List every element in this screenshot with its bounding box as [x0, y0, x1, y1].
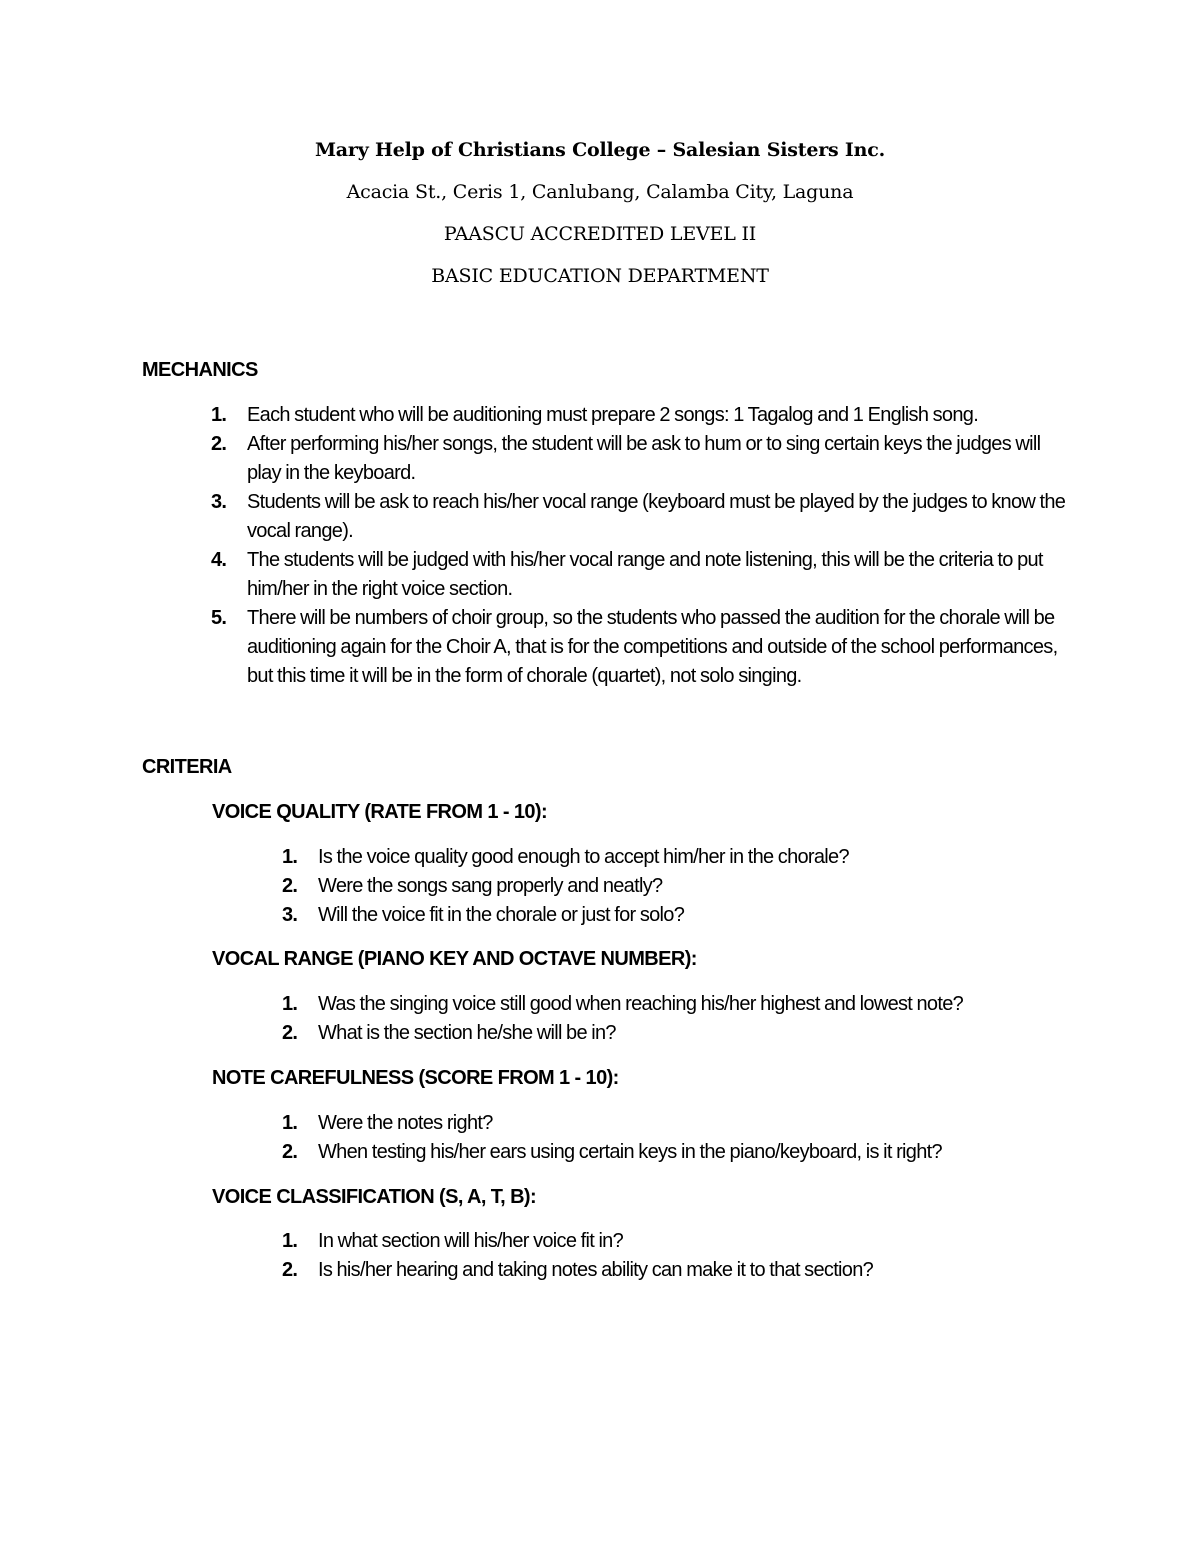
voice-quality-list — [282, 843, 1002, 930]
list-text: Each student who will be auditioning must prepare 2 songs: 1 Tagalog and 1 English song. — [247, 404, 979, 426]
list-number: 2. — [282, 1259, 298, 1281]
list-number: 1. — [282, 993, 298, 1015]
accreditation-line: PAASCU ACCREDITED LEVEL II — [443, 223, 757, 245]
list-item — [282, 1138, 1002, 1167]
list-text: When testing his/her ears using certain keys in the piano/keyboard, is it right? — [318, 1141, 942, 1163]
list-text: The students will be judged with his/her vocal range and note listening, this will be the criteria to put him/her in the right voice section. — [247, 549, 1043, 600]
list-item — [211, 430, 1071, 488]
list-number: 4. — [211, 549, 227, 571]
criteria-heading: CRITERIA — [142, 756, 232, 778]
voice-classification-list — [282, 1227, 1002, 1285]
list-item — [211, 546, 1071, 604]
list-number: 1. — [282, 1112, 298, 1134]
list-item — [211, 604, 1071, 691]
list-number: 3. — [282, 904, 298, 926]
list-number: 3. — [211, 491, 227, 513]
list-item — [282, 843, 1002, 872]
list-item — [282, 1019, 1002, 1048]
list-item — [211, 488, 1071, 546]
list-item — [282, 1109, 1002, 1138]
list-text: What is the section he/she will be in? — [318, 1022, 616, 1044]
list-number: 2. — [282, 1022, 298, 1044]
list-text: Were the songs sang properly and neatly? — [318, 875, 663, 897]
note-carefulness-list — [282, 1109, 1002, 1167]
list-text: Is the voice quality good enough to accept him/her in the chorale? — [318, 846, 849, 868]
list-item — [282, 901, 1002, 930]
list-text: Were the notes right? — [318, 1112, 493, 1134]
list-text: Was the singing voice still good when reaching his/her highest and lowest note? — [318, 993, 964, 1015]
list-number: 5. — [211, 607, 227, 629]
voice-quality-heading: VOICE QUALITY (RATE FROM 1 - 10): — [212, 801, 548, 823]
institution-name: Mary Help of Christians College – Salesian Sisters Inc. — [314, 139, 886, 161]
list-text: In what section will his/her voice fit in? — [318, 1230, 624, 1252]
list-text: After performing his/her songs, the student will be ask to hum or to sing certain keys the judges will play in the keyboard. — [247, 433, 1041, 484]
note-carefulness-heading: NOTE CAREFULNESS (SCORE FROM 1 - 10): — [212, 1067, 619, 1089]
list-text: There will be numbers of choir group, so the students who passed the audition for the chorale will be auditioning again for the Choir A, that is for the competitions and outside of the school performances, but this time it will be in the form of chorale (quartet), not solo singing. — [247, 607, 1058, 687]
list-text: Students will be ask to reach his/her vocal range (keyboard must be played by the judges to know the vocal range). — [247, 491, 1066, 542]
vocal-range-list — [282, 990, 1002, 1048]
list-number: 2. — [282, 875, 298, 897]
voice-classification-heading: VOICE CLASSIFICATION (S, A, T, B): — [212, 1186, 537, 1208]
institution-address: Acacia St., Ceris 1, Canlubang, Calamba City, Laguna — [346, 181, 854, 203]
mechanics-list — [211, 401, 1071, 691]
document-header — [0, 140, 1200, 308]
list-item — [282, 1227, 1002, 1256]
list-text: Is his/her hearing and taking notes ability can make it to that section? — [318, 1259, 874, 1281]
list-number: 1. — [282, 1230, 298, 1252]
list-text: Will the voice fit in the chorale or just for solo? — [318, 904, 685, 926]
vocal-range-heading: VOCAL RANGE (PIANO KEY AND OCTAVE NUMBER): — [212, 948, 697, 970]
list-item — [211, 401, 1071, 430]
department-line: BASIC EDUCATION DEPARTMENT — [431, 265, 769, 287]
mechanics-heading: MECHANICS — [142, 359, 258, 381]
list-number: 2. — [282, 1141, 298, 1163]
list-number: 1. — [211, 404, 227, 426]
list-item — [282, 872, 1002, 901]
list-item — [282, 990, 1002, 1019]
list-number: 1. — [282, 846, 298, 868]
list-number: 2. — [211, 433, 227, 455]
list-item — [282, 1256, 1002, 1285]
